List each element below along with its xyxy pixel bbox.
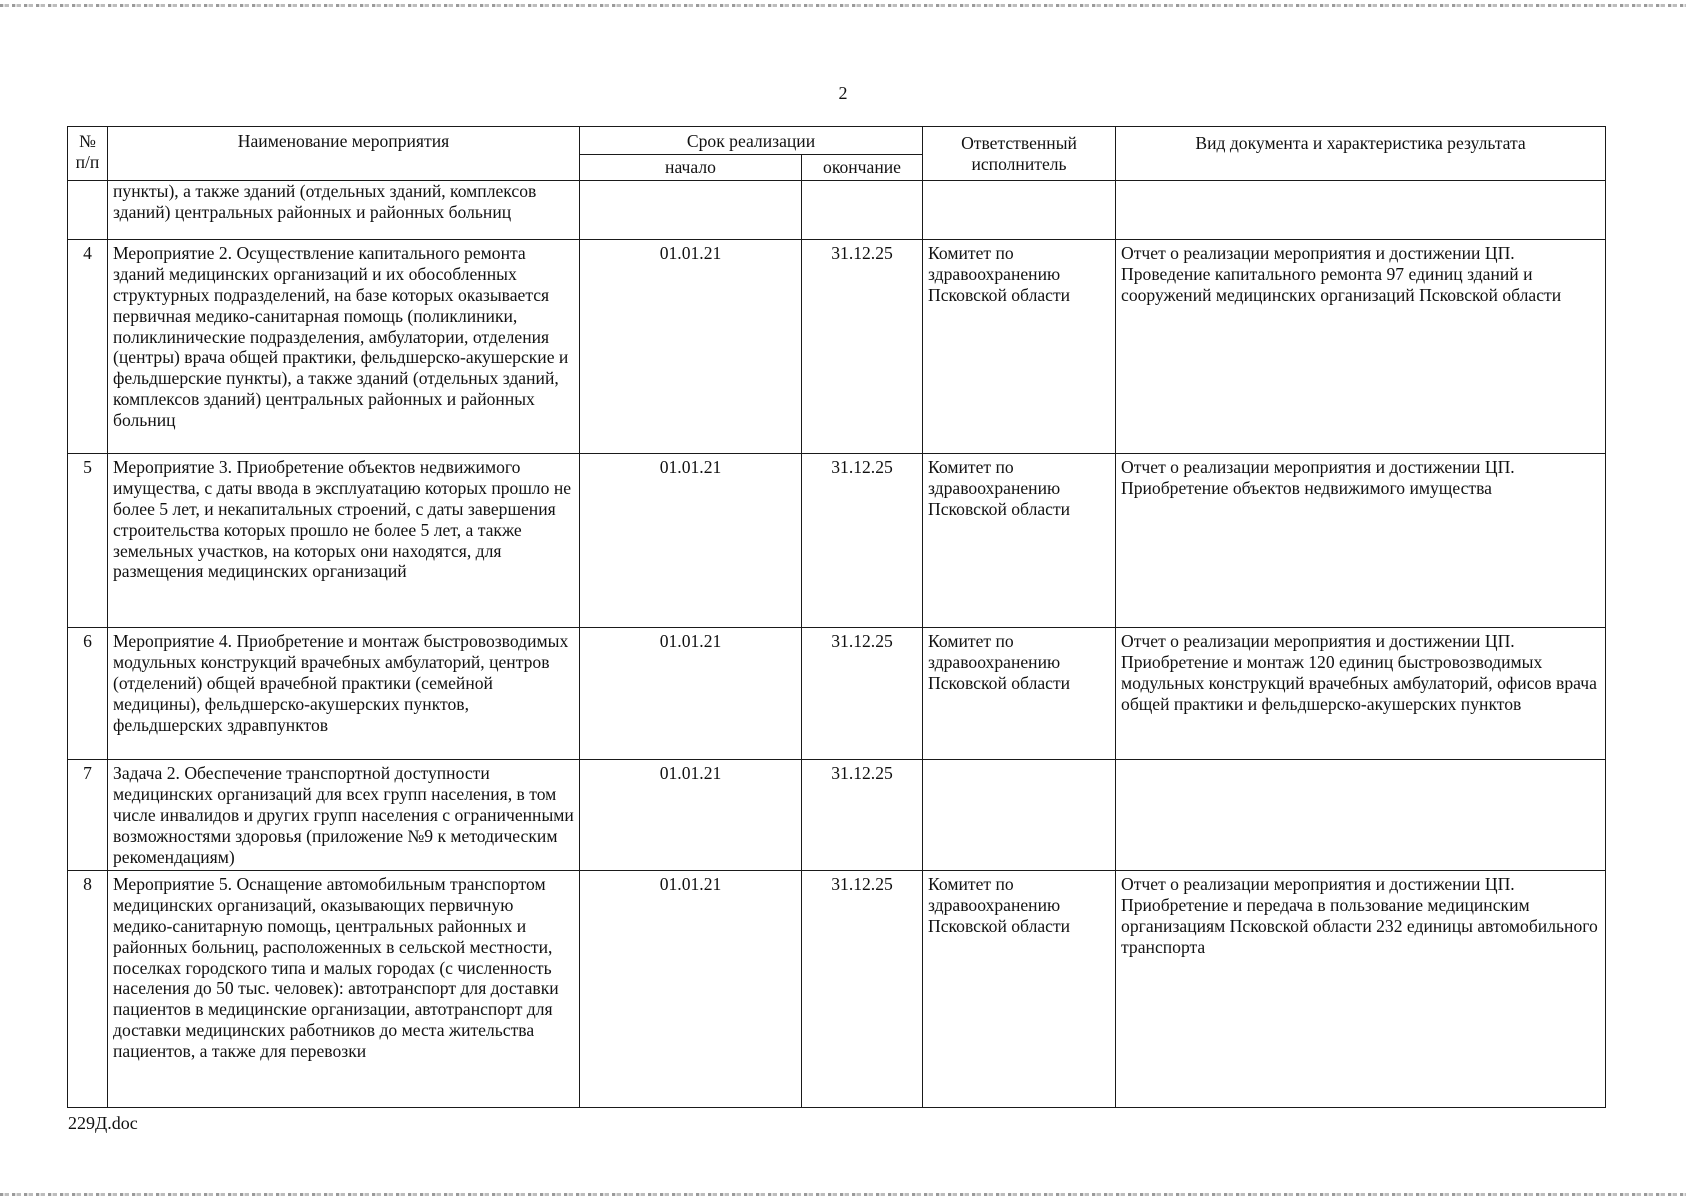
row-number: 4 [68, 239, 108, 453]
table-row [68, 627, 1606, 759]
table-body [68, 180, 1606, 1107]
row-end: 31.12.25 [802, 453, 923, 627]
table-row [68, 870, 1606, 1107]
row-start: 01.01.21 [580, 759, 802, 870]
row-responsible: Комитет по здравоохранению Псковской области [923, 627, 1116, 759]
row-responsible: Комитет по здравоохранению Псковской области [923, 453, 1116, 627]
row-result: Отчет о реализации мероприятия и достижении ЦП. Приобретение и передача в пользование медицинским организациям Псковской области 232 единицы автомобильного транспорта [1116, 870, 1606, 1107]
header-period: Срок реализации [580, 127, 923, 155]
row-name: Задача 2. Обеспечение транспортной доступности медицинских организаций для всех групп населения, в том числе инвалидов и других групп населения с ограниченными возможностями здоровья (приложение №9 к методическим рекомендациям) [108, 759, 580, 870]
page-number: 2 [838, 83, 848, 103]
row-name: пункты), а также зданий (отдельных зданий, комплексов зданий) центральных районных и районных больниц [108, 180, 580, 239]
row-start [580, 180, 802, 239]
header-responsible: Ответственный исполнитель [923, 127, 1116, 181]
row-start: 01.01.21 [580, 239, 802, 453]
scan-edge-bottom [0, 1193, 1686, 1196]
row-result: Отчет о реализации мероприятия и достижении ЦП. Проведение капитального ремонта 97 единиц зданий и сооружений медицинских организаций Псковской области [1116, 239, 1606, 453]
row-end: 31.12.25 [802, 239, 923, 453]
row-number: 6 [68, 627, 108, 759]
table-header [68, 127, 1606, 181]
row-result [1116, 759, 1606, 870]
header-end: окончание [802, 154, 923, 180]
row-name: Мероприятие 3. Приобретение объектов недвижимого имущества, с даты ввода в эксплуатацию которых прошло не более 5 лет, и некапитальных строений, с даты завершения строительства которых прошло не более 5 лет, а также земельных участков, на которых они находятся, для размещения медицинских организаций [108, 453, 580, 627]
table-row [68, 180, 1606, 239]
row-number [68, 180, 108, 239]
row-responsible [923, 180, 1116, 239]
row-end: 31.12.25 [802, 870, 923, 1107]
row-number: 5 [68, 453, 108, 627]
table-row [68, 759, 1606, 870]
row-end: 31.12.25 [802, 759, 923, 870]
scan-edge-top [0, 4, 1686, 7]
row-number: 8 [68, 870, 108, 1107]
row-start: 01.01.21 [580, 627, 802, 759]
activities-table [67, 126, 1606, 1108]
header-start: начало [580, 154, 802, 180]
row-name: Мероприятие 4. Приобретение и монтаж быстровозводимых модульных конструкций врачебных амбулаторий, центров (отделений) общей врачебной практики (семейной медицины), фельдшерско-акушерских пунктов, фельдшерских здравпунктов [108, 627, 580, 759]
row-name: Мероприятие 2. Осуществление капитального ремонта зданий медицинских организаций и их обособленных структурных подразделений, на базе которых оказывается первичная медико-санитарная помощь (поликлиники, поликлинические подразделения, амбулатории, отделения (центры) врача общей практики, фельдшерско-акушерские и фельдшерские пункты), а также зданий (отдельных зданий, комплексов зданий) центральных районных и районных больниц [108, 239, 580, 453]
row-result: Отчет о реализации мероприятия и достижении ЦП. Приобретение и монтаж 120 единиц быстровозводимых модульных конструкций врачебных амбулаторий, офисов врача общей практики и фельдшерско-акушерских пунктов [1116, 627, 1606, 759]
row-result [1116, 180, 1606, 239]
row-end [802, 180, 923, 239]
table-row [68, 453, 1606, 627]
header-name: Наименование мероприятия [108, 127, 580, 181]
row-result: Отчет о реализации мероприятия и достижении ЦП. Приобретение объектов недвижимого имущества [1116, 453, 1606, 627]
row-number: 7 [68, 759, 108, 870]
table-row [68, 239, 1606, 453]
row-start: 01.01.21 [580, 453, 802, 627]
footer-filename: 229Д.doc [68, 1113, 138, 1133]
header-result: Вид документа и характеристика результата [1116, 127, 1606, 181]
row-responsible: Комитет по здравоохранению Псковской области [923, 870, 1116, 1107]
row-start: 01.01.21 [580, 870, 802, 1107]
row-responsible [923, 759, 1116, 870]
row-responsible: Комитет по здравоохранению Псковской области [923, 239, 1116, 453]
header-num: № п/п [68, 127, 108, 181]
row-end: 31.12.25 [802, 627, 923, 759]
row-name: Мероприятие 5. Оснащение автомобильным транспортом медицинских организаций, оказывающих первичную медико-санитарную помощь, центральных районных и районных больниц, расположенных в сельской местности, поселках городского типа и малых городах (с численность населения до 50 тыс. человек): автотранспорт для доставки пациентов в медицинские организации, автотранспорт для доставки медицинских работников до места жительства пациентов, а также для перевозки [108, 870, 580, 1107]
